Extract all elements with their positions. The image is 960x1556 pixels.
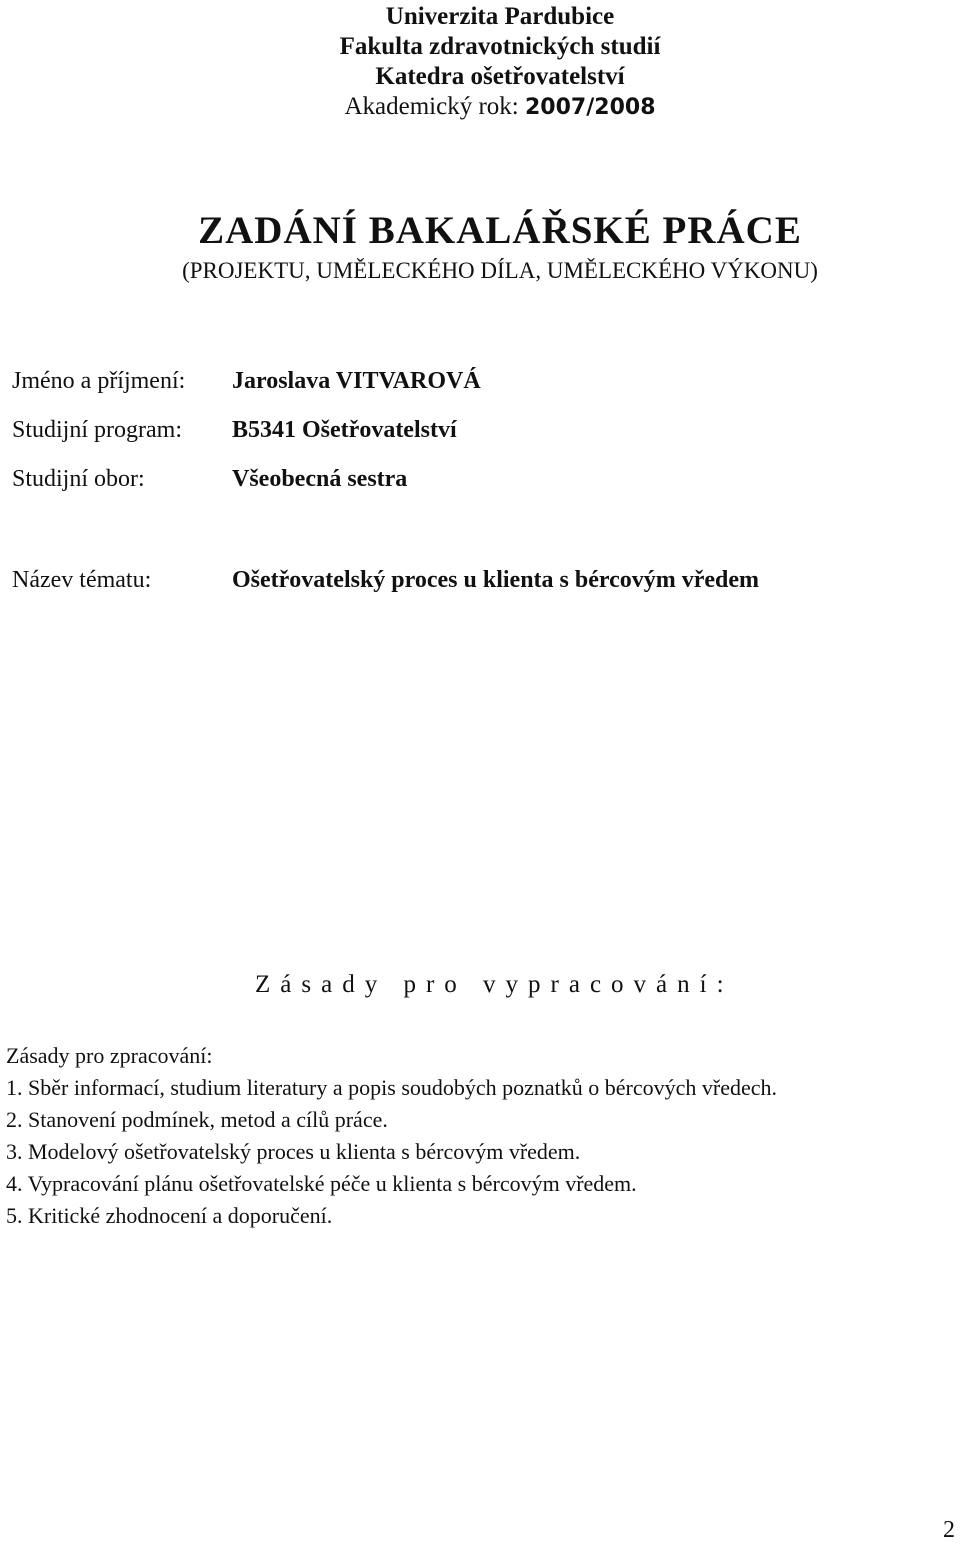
student-name-row (12, 364, 942, 398)
guidelines-list-block (6, 1040, 956, 1232)
list-item: 5. Kritické zhodnocení a doporučení. (6, 1203, 333, 1228)
list-item: 2. Stanovení podmínek, metod a cílů práce. (6, 1107, 388, 1132)
student-name-value: Jaroslava VITVAROVÁ (232, 368, 481, 394)
study-program-label: Studijní program: (12, 417, 182, 443)
topic-label: Název tématu: (12, 567, 152, 593)
study-program-row (12, 413, 942, 447)
study-field-value: Všeobecná sestra (232, 466, 408, 492)
list-item: 4. Vypracování plánu ošetřovatelské péče u klienta s bércovým vředem. (6, 1171, 637, 1196)
student-name-label: Jméno a příjmení: (12, 368, 186, 394)
topic-value: Ošetřovatelský proces u klienta s bércovým vředem (232, 567, 760, 593)
document-header (0, 2, 960, 123)
study-field-row (12, 462, 942, 496)
department-name: Katedra ošetřovatelství (375, 63, 625, 90)
academic-year (0, 92, 960, 123)
university-name: Univerzita Pardubice (385, 3, 615, 30)
topic-row (12, 563, 942, 597)
study-field-label: Studijní obor: (12, 466, 145, 492)
academic-year-label: Akademický rok: (344, 93, 519, 120)
academic-year-value: 2007/2008 (525, 95, 656, 120)
list-item: 1. Sběr informací, studium literatury a popis soudobých poznatků o bércových vředech. (6, 1075, 778, 1100)
guidelines-list (6, 1072, 956, 1232)
guidelines-list-title: Zásady pro zpracování: (6, 1043, 213, 1068)
document-title: ZADÁNÍ BAKALÁŘSKÉ PRÁCE (198, 209, 802, 252)
study-program-value: B5341 Ošetřovatelství (232, 417, 457, 443)
guidelines-heading: Zásady pro vypracování: (255, 971, 734, 998)
document-subtitle: (PROJEKTU, UMĚLECKÉHO DÍLA, UMĚLECKÉHO VÝKONU) (182, 258, 818, 283)
page-number: 2 (943, 1517, 955, 1543)
list-item: 3. Modelový ošetřovatelský proces u klienta s bércovým vředem. (6, 1139, 581, 1164)
faculty-name: Fakulta zdravotnických studií (339, 33, 661, 60)
